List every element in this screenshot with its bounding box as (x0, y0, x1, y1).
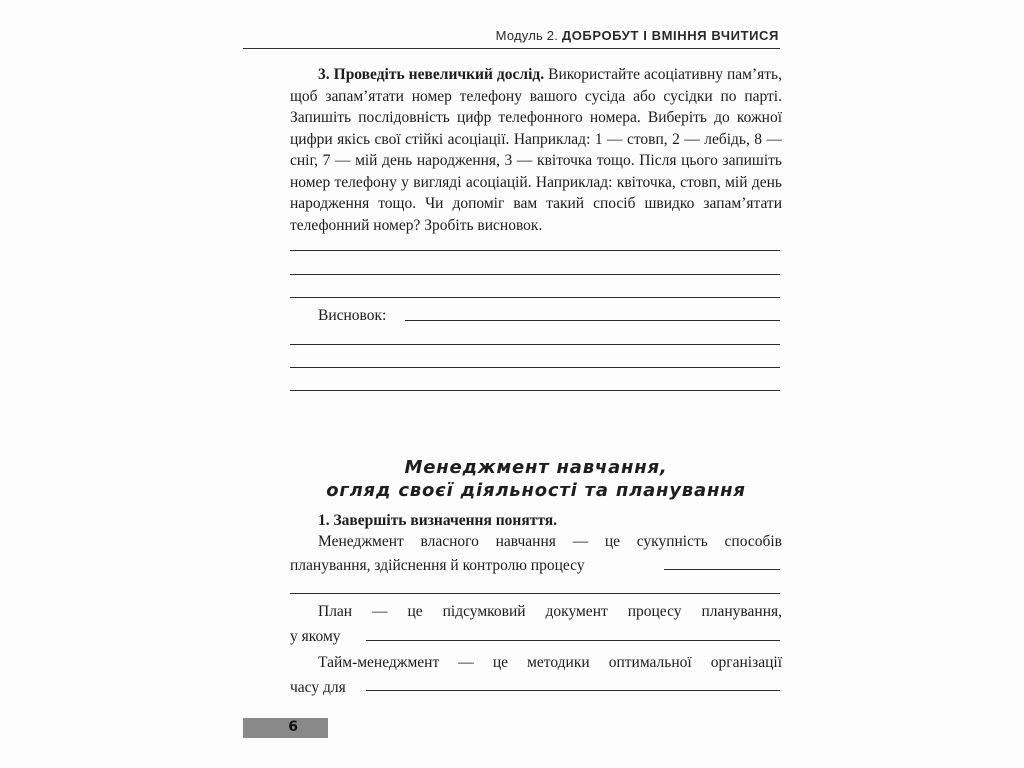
definition-3-line-1: Тайм-менеджмент — це методики оптимальної організації (318, 654, 782, 671)
answer-line[interactable] (664, 569, 780, 570)
task1-heading: 1. Завершіть визначення поняття. (318, 512, 557, 529)
answer-line[interactable] (366, 690, 780, 691)
task3-paragraph (290, 64, 782, 236)
conclusion-line[interactable] (290, 390, 780, 391)
conclusion-line[interactable] (290, 344, 780, 345)
running-header (243, 28, 779, 43)
definition-2-line-1: План — це підсумковий документ процесу планування, (318, 603, 782, 620)
answer-line[interactable] (290, 250, 780, 251)
module-number: Модуль 2. (495, 28, 559, 43)
definition-1-line-2: планування, здійснення й контролю процесу (290, 557, 585, 574)
definition-3-line-2: часу для (290, 679, 346, 696)
section-title (290, 456, 782, 502)
task3-heading: 3. Проведіть невеличкий дослід. (318, 66, 545, 83)
answer-line[interactable] (290, 274, 780, 275)
page-number: 6 (288, 719, 298, 735)
definition-1-line-1: Менеджмент власного навчання — це сукупність способів (318, 533, 782, 550)
section-title-line-1: Менеджмент навчання, (404, 457, 668, 478)
conclusion-line[interactable] (290, 367, 780, 368)
answer-line[interactable] (366, 640, 780, 641)
conclusion-label: Висновок: (318, 307, 387, 324)
module-title: ДОБРОБУТ І ВМІННЯ ВЧИТИСЯ (561, 28, 779, 43)
definition-2-line-2: у якому (290, 628, 341, 645)
header-rule (243, 48, 780, 49)
page-number-box (243, 718, 328, 738)
task3-body: Використайте асоціативну пам’ять, щоб запам’ятати номер телефону вашого сусіда або сусідки по парті. Запишіть послідовність цифр телефонного номера. Виберіть до кожної цифри якісь свої стійкі асоціації. Наприклад: 1 — стовп, 2 — лебідь, 8 — сніг, 7 — мій день народження, 3 — квіточка тощо. Після цього запишіть номер телефону у вигляді асоціацій. Наприклад: квіточка, стовп, мій день народження тощо. Чи допоміг вам такий спосіб швидко запам’ятати телефонний номер? Зробіть висновок. (290, 66, 782, 234)
answer-line[interactable] (290, 297, 780, 298)
section-title-line-2: огляд своєї діяльності та планування (326, 480, 746, 501)
conclusion-line[interactable] (405, 320, 780, 321)
answer-line[interactable] (290, 593, 780, 594)
